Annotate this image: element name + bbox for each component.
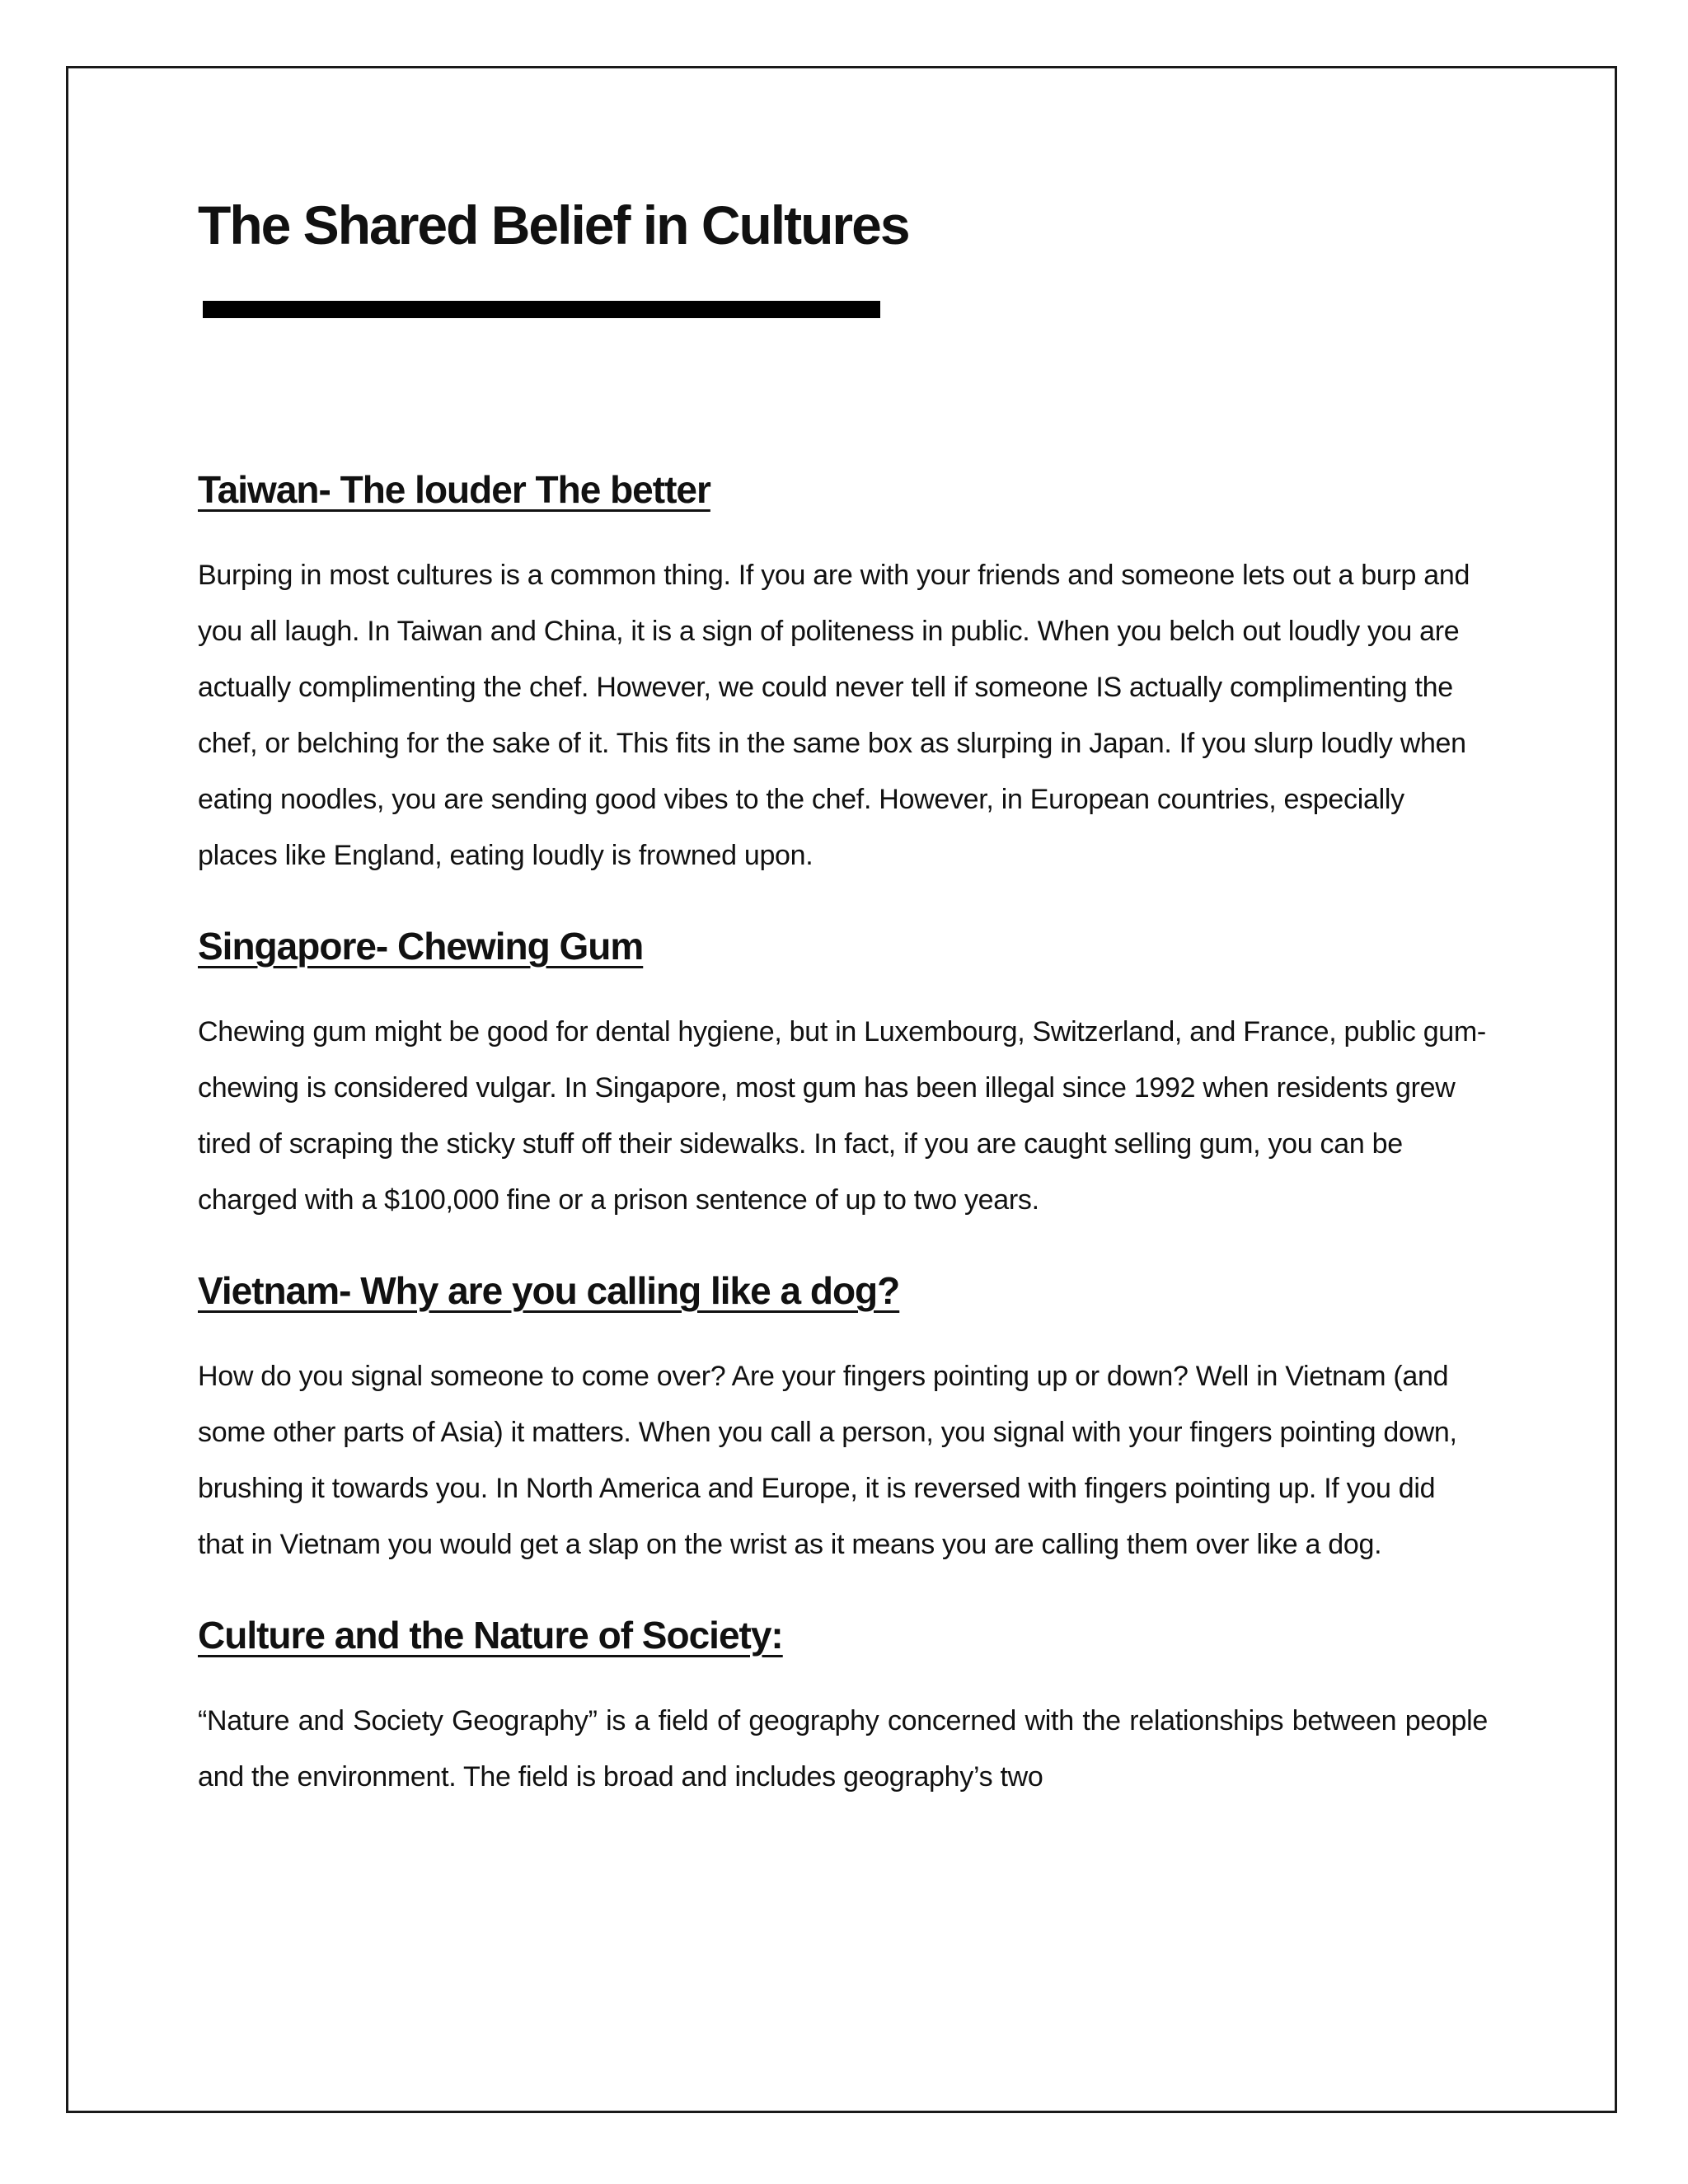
document-content [198,185,1488,1843]
section-heading: Culture and the Nature of Society: [198,1614,783,1657]
section-vietnam [198,1266,1488,1572]
section-culture-nature-society [198,1610,1488,1805]
section-taiwan [198,465,1488,883]
section-heading: Singapore- Chewing Gum [198,925,644,968]
section-body: “Nature and Society Geography” is a field of geography concerned with the relationships between people and the environment. The field is broad and includes geography’s two [198,1705,1488,1793]
section-body: How do you signal someone to come over? Are your fingers pointing up or down? Well in Vietnam (and some other parts of Asia) it matters. When you call a person, you signal with your fingers pointing down, brushing it towards you. In North America and Europe, it is reversed with fingers pointing up. If you did that in Vietnam you would get a slap on the wrist as it means you are calling them over like a dog. [198,1361,1457,1560]
section-heading: Taiwan- The louder The better [198,468,710,511]
section-body: Burping in most cultures is a common thing. If you are with your friends and someone lets out a burp and you all laugh. In Taiwan and China, it is a sign of politeness in public. When you belch out loudly you are actually complimenting the chef. However, we could never tell if someone IS actually complimenting the chef, or belching for the sake of it. This fits in the same box as slurping in Japan. If you slurp loudly when eating noodles, you are sending good vibes to the chef. However, in European countries, especially places like England, eating loudly is frowned upon. [198,560,1470,871]
document-title: The Shared Belief in Cultures [198,194,909,255]
section-singapore [198,921,1488,1228]
section-heading: Vietnam- Why are you calling like a dog? [198,1269,900,1312]
section-body: Chewing gum might be good for dental hygiene, but in Luxembourg, Switzerland, and France, public gum-chewing is considered vulgar. In Singapore, most gum has been illegal since 1992 when residents grew tired of scraping the sticky stuff off their sidewalks. In fact, if you are caught selling gum, you can be charged with a $100,000 fine or a prison sentence of up to two years. [198,1016,1486,1216]
title-rule [203,301,880,318]
